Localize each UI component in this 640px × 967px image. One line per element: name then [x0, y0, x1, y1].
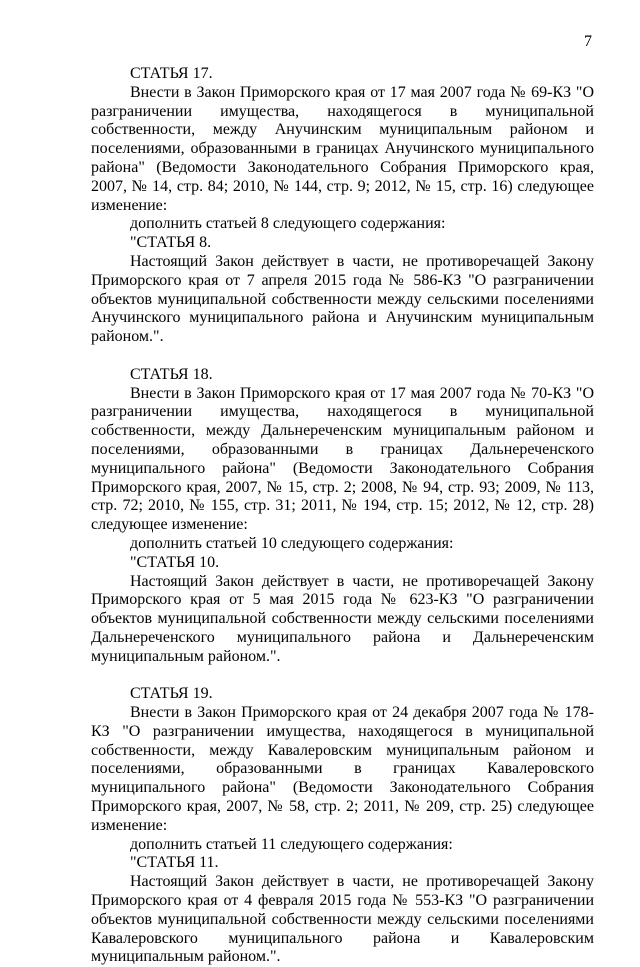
page-number: 7 [584, 33, 592, 50]
new-article-heading: "СТАТЬЯ 8. [130, 234, 212, 252]
document-body [91, 65, 594, 967]
new-article-text: Настоящий Закон действует в части, не противоречащей Закону Приморского края от 7 апреля 2015 года № 586-КЗ "О разграничении объектов муниципальной собственности между сельскими поселениями Анучинского муниципального района и Анучинским муниципальным районом.". [91, 252, 594, 346]
article-19 [91, 685, 594, 967]
new-article-heading: "СТАТЬЯ 11. [130, 854, 219, 872]
article-intro: Внести в Закон Приморского края от 24 декабря 2007 года № 178-КЗ "О разграничении имущества, находящегося в муниципальной собственности, между Кавалеровским муниципальным районом и поселениями, образованными в границах Кавалеровского муниципального района" (Ведомости Законодательного Собрания Приморского края, 2007, № 58, стр. 2; 2011, № 209, стр. 25) следующее изменение: [91, 704, 594, 834]
article-18 [91, 366, 594, 667]
article-instruction: дополнить статьей 11 следующего содержания: [130, 835, 453, 853]
new-article-text: Настоящий Закон действует в части, не противоречащей Закону Приморского края от 5 мая 2015 года № 623-КЗ "О разграничении объектов муниципальной собственности между сельскими поселениями Дальнереченского муниципального района и Дальнереченским муниципальным районом.". [91, 572, 594, 665]
article-heading: СТАТЬЯ 18. [130, 365, 213, 383]
article-instruction: дополнить статьей 10 следующего содержания: [130, 534, 454, 552]
article-17 [91, 65, 594, 347]
article-heading: СТАТЬЯ 17. [130, 65, 213, 82]
article-instruction: дополнить статьей 8 следующего содержания: [130, 215, 446, 233]
new-article-text: Настоящий Закон действует в части, не противоречащей Закону Приморского края от 4 февраля 2015 года № 553-КЗ "О разграничении объектов муниципальной собственности между сельскими поселениями Кавалеровского муниципального района и Кавалеровским муниципальным районом.". [91, 873, 594, 966]
article-heading: СТАТЬЯ 19. [130, 685, 213, 703]
article-intro: Внести в Закон Приморского края от 17 мая 2007 года № 70-КЗ "О разграничении имущества, находящегося в муниципальной собственности, между Дальнереченским муниципальным районом и поселениями, образованными в границах Дальнереченского муниципального района" (Ведомости Законодательного Собрания Приморского края, 2007, № 15, стр. 2; 2008, № 94, стр. 93; 2009, № 113, стр. 72; 2010, № 155, стр. 31; 2011, № 194, стр. 15; 2012, № 12, стр. 28) следующее изменение: [91, 384, 594, 534]
new-article-heading: "СТАТЬЯ 10. [130, 553, 220, 571]
article-intro: Внести в Закон Приморского края от 17 мая 2007 года № 69-КЗ "О разграничении имущества, находящегося в муниципальной собственности, между Анучинским муниципальным районом и поселениями, образованными в границах Анучинского муниципального района" (Ведомости Законодательного Собрания Приморского края, 2007, № 14, стр. 84; 2010, № 144, стр. 9; 2012, № 15, стр. 16) следующее изменение: [91, 83, 594, 214]
